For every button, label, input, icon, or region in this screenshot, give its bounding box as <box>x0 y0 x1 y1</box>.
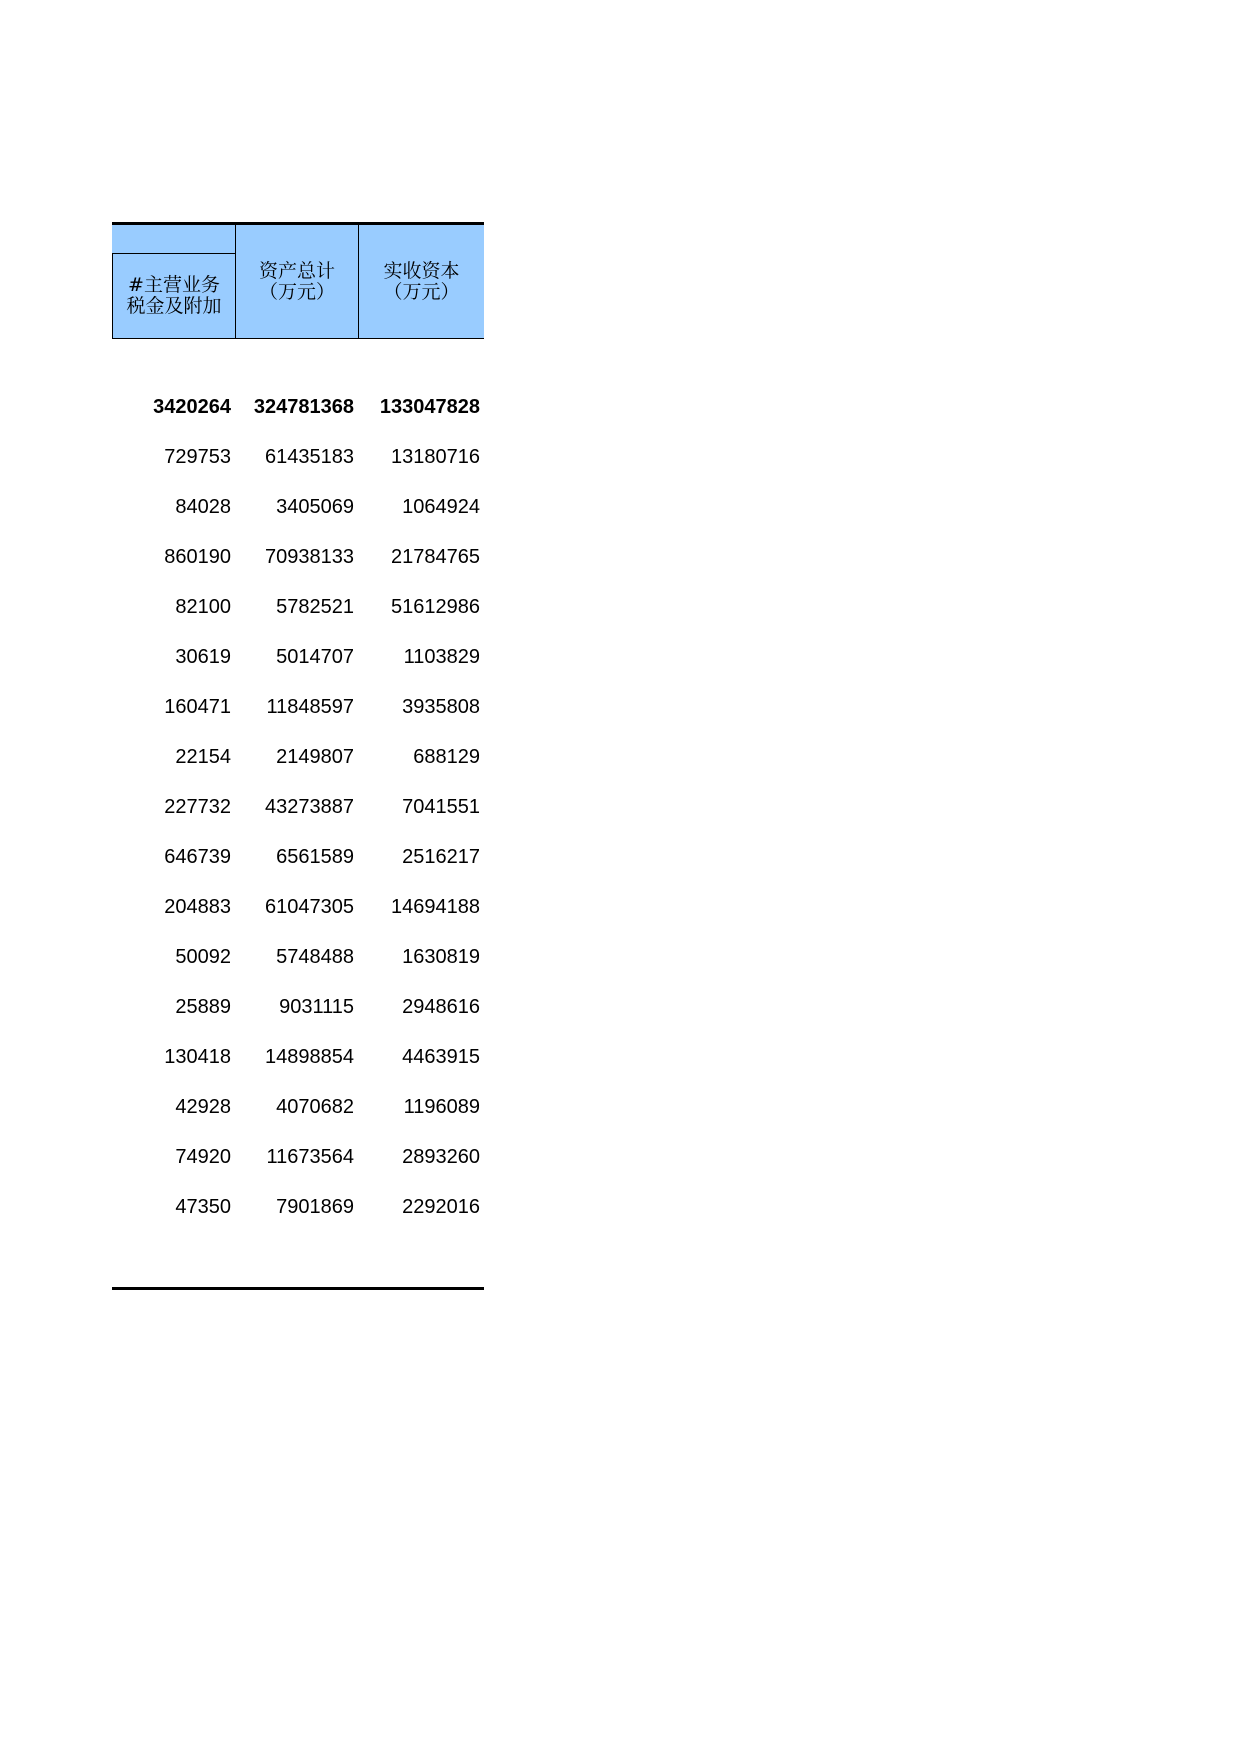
table-bottom-rule <box>112 1287 484 1290</box>
table-cell: 2948616 <box>402 995 480 1018</box>
header-tax-surcharge <box>112 253 235 338</box>
table-cell: 130418 <box>164 1045 231 1068</box>
table-header <box>112 225 484 339</box>
table-cell: 50092 <box>175 945 231 968</box>
table-cell: 4070682 <box>276 1095 354 1118</box>
table-cell: 3420264 <box>153 395 231 418</box>
table-cell: 42928 <box>175 1095 231 1118</box>
table-cell: 2149807 <box>276 745 354 768</box>
table-cell: 5748488 <box>276 945 354 968</box>
table-cell: 1630819 <box>402 945 480 968</box>
table-row <box>112 782 484 832</box>
table-cell: 133047828 <box>379 395 480 418</box>
table-row <box>112 882 484 932</box>
header-paid-in-capital <box>358 225 484 338</box>
table-cell: 7041551 <box>402 795 480 818</box>
table-row <box>112 482 484 532</box>
table-row <box>112 832 484 882</box>
table-row <box>112 632 484 682</box>
table-cell: 6561589 <box>276 845 354 868</box>
table-cell: 227732 <box>164 795 231 818</box>
table-row <box>112 682 484 732</box>
table-row <box>112 732 484 782</box>
table-cell: 2292016 <box>402 1195 480 1218</box>
table-cell: 51612986 <box>391 595 480 618</box>
table-cell: 84028 <box>175 495 231 518</box>
table-cell: 160471 <box>164 695 231 718</box>
table-cell: 30619 <box>175 645 231 668</box>
table-cell: 860190 <box>164 545 231 568</box>
table-cell: 204883 <box>164 895 231 918</box>
table-cell: 11673564 <box>266 1145 354 1168</box>
table-cell: 1196089 <box>403 1095 480 1118</box>
table-body <box>112 382 484 1232</box>
table-row <box>112 532 484 582</box>
table-cell: 61435183 <box>265 445 354 468</box>
table-cell: 2893260 <box>402 1145 480 1168</box>
table-cell: 14898854 <box>265 1045 354 1068</box>
table-cell: 2516217 <box>402 845 480 868</box>
table-cell: 3935808 <box>402 695 480 718</box>
table-cell: 74920 <box>175 1145 231 1168</box>
table-cell: 25889 <box>175 995 231 1018</box>
table-cell: 11848597 <box>266 695 354 718</box>
table-cell: 9031115 <box>279 995 354 1018</box>
table-row <box>112 982 484 1032</box>
table-cell: 70938133 <box>265 545 354 568</box>
table-row <box>112 1182 484 1232</box>
table-cell: 688129 <box>413 745 480 768</box>
table-row <box>112 432 484 482</box>
table-cell: 5014707 <box>276 645 354 668</box>
table-cell: 47350 <box>175 1195 231 1218</box>
table-row <box>112 1132 484 1182</box>
table-cell: 22154 <box>175 745 231 768</box>
total-row <box>112 382 484 432</box>
header-line: 税金及附加 <box>126 295 222 317</box>
table-row <box>112 582 484 632</box>
table-row <box>112 1032 484 1082</box>
table-cell: 82100 <box>175 595 231 618</box>
table-cell: 324781368 <box>253 395 354 418</box>
table-cell: 729753 <box>164 445 231 468</box>
header-total-assets <box>235 225 358 338</box>
table-cell: 1103829 <box>403 645 480 668</box>
table-cell: 21784765 <box>391 545 480 568</box>
table-cell: 13180716 <box>391 445 480 468</box>
table-cell: 7901869 <box>276 1195 354 1218</box>
header-line: （万元） <box>383 280 460 303</box>
header-line: 实收资本 <box>383 259 460 282</box>
header-line: （万元） <box>258 280 335 303</box>
table-cell: 61047305 <box>265 895 354 918</box>
table-cell: 646739 <box>164 845 231 868</box>
table-cell: 3405069 <box>276 495 354 518</box>
header-line: #主营业务 <box>128 274 220 296</box>
table-cell: 43273887 <box>265 795 354 818</box>
table-cell: 4463915 <box>402 1045 480 1068</box>
table-cell: 1064924 <box>402 495 480 518</box>
table-cell: 14694188 <box>391 895 480 918</box>
table-row <box>112 1082 484 1132</box>
table-row <box>112 932 484 982</box>
header-line: 资产总计 <box>258 259 335 282</box>
table-cell: 5782521 <box>276 595 354 618</box>
